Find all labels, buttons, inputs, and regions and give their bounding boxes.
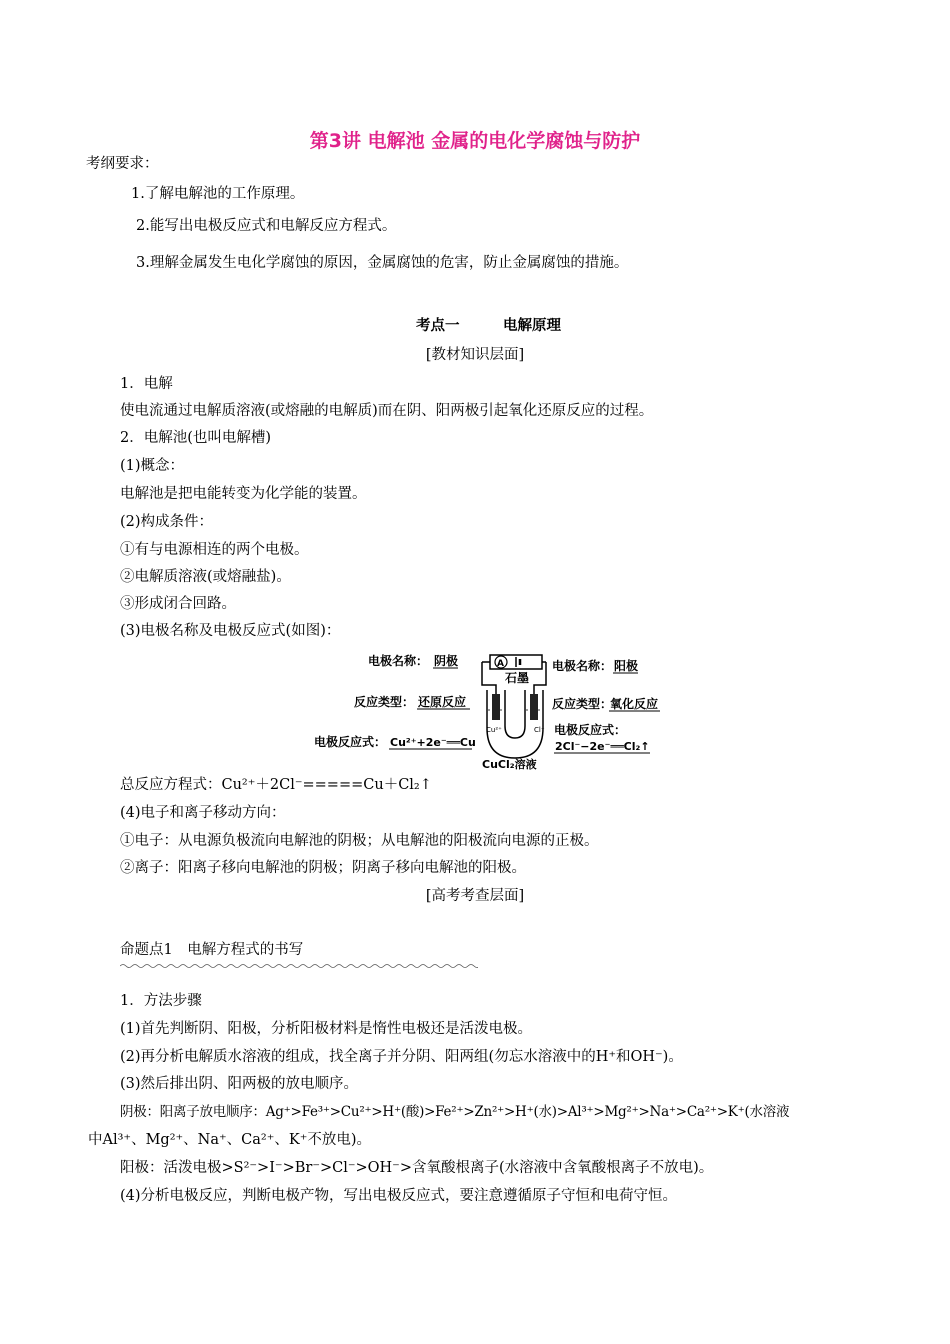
text-line: ①有与电源相连的两个电极。 [120, 542, 309, 558]
requirement-item: 3.理解金属发生电化学腐蚀的原因，金属腐蚀的危害，防止金属腐蚀的措施。 [136, 255, 629, 271]
total-equation: 总反应方程式：Cu²⁺＋2Cl⁻=====Cu＋Cl₂↑ [120, 777, 432, 793]
text-line: 1．方法步骤 [120, 993, 202, 1009]
proposition-title: 命题点1 电解方程式的书写 [120, 942, 304, 958]
section-heading-title: 电解原理 [503, 318, 561, 334]
left-type-label: 反应类型： [354, 695, 415, 709]
text-line: 2．电解池(也叫电解槽) [120, 430, 272, 446]
text-line: 阴极：阳离子放电顺序：Ag⁺>Fe³⁺>Cu²⁺>H⁺(酸)>Fe²⁺>Zn²⁺>H⁺(水)>Al³⁺>Mg²⁺>Na⁺>Ca²⁺>K⁺(水溶液 [120, 1104, 790, 1120]
right-eq-value: 2Cl⁻−2e⁻══Cl₂↑ [555, 740, 650, 753]
text-line: ①电子：从电源负极流向电解池的阴极；从电解池的阳极流向电源的正极。 [120, 833, 599, 849]
section-heading-number: 考点一 [416, 318, 460, 334]
text-line: (4)分析电极反应，判断电极产物，写出电极反应式，要注意遵循原子守恒和电荷守恒。 [120, 1188, 678, 1204]
text-line: ②电解质溶液(或熔融盐)。 [120, 569, 291, 585]
ammeter-label: A [497, 659, 504, 669]
text-line: (2)再分析电解质水溶液的组成，找全离子并分阴、阳两组(勿忘水溶液中的H⁺和OH⁻)。 [120, 1049, 683, 1065]
left-eq-label: 电极反应式： [314, 735, 387, 749]
subsection-label: [高考考查层面] [425, 888, 525, 904]
text-line: 电解池是把电能转变为化学能的装置。 [120, 486, 367, 502]
left-name-label: 电极名称： [368, 654, 429, 668]
right-type-label: 反应类型： [552, 697, 613, 711]
text-line: (3)然后排出阴、阳两极的放电顺序。 [120, 1076, 359, 1092]
electrode-label: 石墨 [505, 671, 530, 685]
electrolysis-cell-diagram [310, 650, 660, 770]
solution-label: CuCl₂溶液 [482, 758, 537, 770]
text-line: (4)电子和离子移动方向： [120, 805, 286, 821]
requirements-label: 考纲要求： [86, 156, 159, 172]
text-line: 使电流通过电解质溶液(或熔融的电解质)而在阴、阳两极引起氧化还原反应的过程。 [120, 403, 654, 419]
left-eq-value: Cu²⁺+2e⁻══Cu [390, 736, 476, 749]
right-eq-label: 电极反应式： [554, 723, 627, 737]
page-title: 第3讲 电解池 金属的电化学腐蚀与防护 [309, 130, 641, 152]
subsection-label: [教材知识层面] [425, 347, 525, 363]
right-name-label: 电极名称： [552, 659, 613, 673]
requirement-item: 2.能写出电极反应式和电解反应方程式。 [136, 218, 397, 234]
text-line: ③形成闭合回路。 [120, 596, 236, 612]
ion-right: Cl⁻ [534, 726, 545, 734]
text-line: (1)概念： [120, 458, 185, 474]
left-name-value: 阴极 [434, 654, 459, 668]
requirement-item: 1.了解电解池的工作原理。 [131, 186, 305, 202]
text-line: (2)构成条件： [120, 514, 214, 530]
text-line: 1．电解 [120, 376, 173, 392]
left-type-value: 还原反应 [418, 695, 467, 709]
text-line: (1)首先判断阴、阳极，分析阳极材料是惰性电极还是活泼电极。 [120, 1021, 533, 1037]
right-name-value: 阳极 [614, 659, 639, 673]
text-line: 阳极：活泼电极>S²⁻>I⁻>Br⁻>Cl⁻>OH⁻>含氧酸根离子(水溶液中含氧酸根离子不放电)。 [120, 1160, 714, 1176]
text-line: (3)电极名称及电极反应式(如图)： [120, 623, 341, 639]
right-type-value: 氧化反应 [610, 697, 659, 711]
text-line: ②离子：阳离子移向电解池的阴极；阴离子移向电解池的阳极。 [120, 860, 526, 876]
wavy-underline [120, 963, 478, 969]
text-line: 中Al³⁺、Mg²⁺、Na⁺、Ca²⁺、K⁺不放电)。 [88, 1132, 372, 1148]
ion-left: Cu²⁺ [486, 726, 502, 734]
